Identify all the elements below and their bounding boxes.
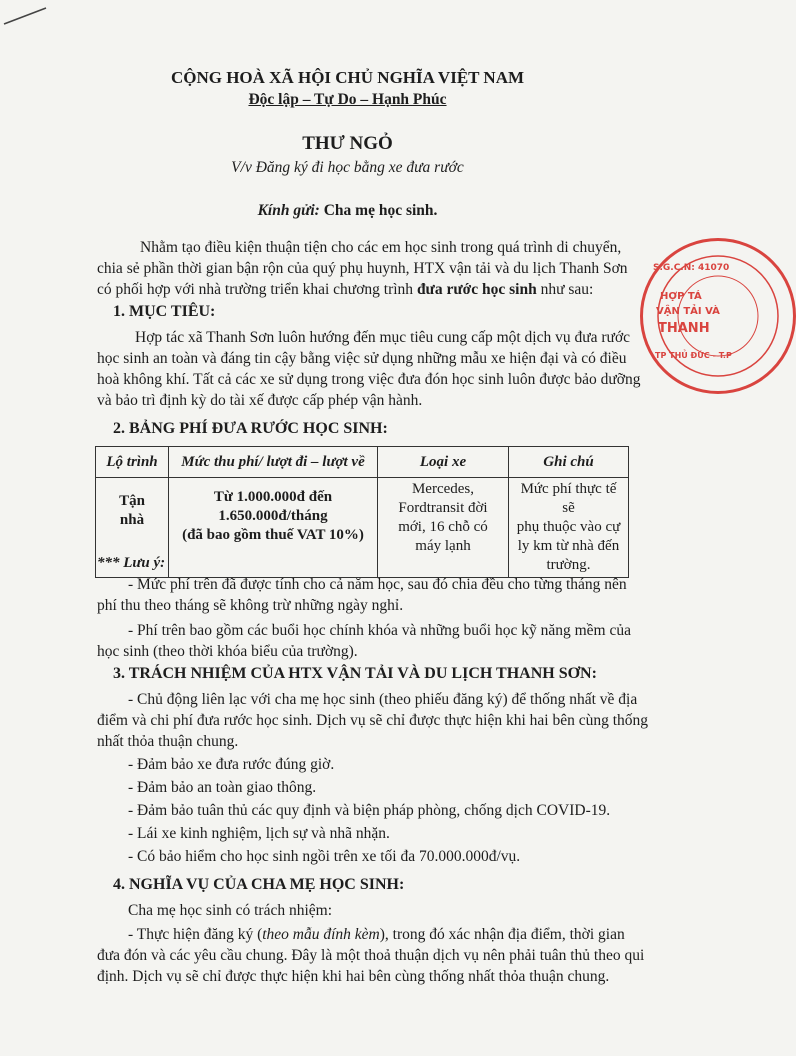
line-1-end: ), trong đó xác nhận địa điểm, thời gian xyxy=(379,926,625,943)
motto-wrap xyxy=(0,91,695,109)
cell-line: mới, 16 chỗ có xyxy=(398,519,488,535)
intro-line-3-end: như sau: xyxy=(536,281,594,298)
intro-line-3-start: có phối hợp với nhà trường triển khai chương trình xyxy=(97,281,417,298)
pen-mark xyxy=(0,0,60,35)
cell-line: nhà xyxy=(119,512,145,528)
stamp-line-3: THANH xyxy=(658,321,710,336)
cell-line: Mức phí thực tế sẽ xyxy=(520,481,617,516)
list-item: - Có bảo hiểm cho học sinh ngồi trên xe tối đa 70.000.000đ/vụ. xyxy=(128,848,521,865)
section-4-heading: 4. NGHĨA VỤ CỦA CHA MẸ HỌC SINH: xyxy=(113,876,405,893)
section-4-line-2: đưa đón và các yêu cầu chung. Đây là một thoả thuận dịch vụ nên phải tuân thủ theo qui xyxy=(97,947,645,964)
section-1-heading: 1. MỤC TIÊU: xyxy=(113,303,216,320)
stamp-ring-top: S.G.C.N: 41070 xyxy=(653,263,730,273)
column-header: Mức thu phí/ lượt đi – lượt về xyxy=(169,447,378,478)
column-header: Lộ trình xyxy=(96,447,169,478)
company-stamp xyxy=(640,238,796,394)
section-4-line-1 xyxy=(128,924,625,945)
table-header-row xyxy=(96,447,629,478)
list-item: - Đảm bảo an toàn giao thông. xyxy=(128,779,317,796)
fee-table xyxy=(95,446,629,578)
cell-line: Fordtransit đời xyxy=(398,500,488,516)
salutation-label: Kính gửi: xyxy=(257,202,320,219)
section-1-line-2: học sinh an toàn và đáng tin cậy bằng việc sử dụng những mẫu xe hiện đại và có điều xyxy=(97,350,627,367)
section-3-line-2: điểm và chi phí đưa rước học sinh. Dịch vụ sẽ chỉ được thực hiện khi hai bên cùng thống xyxy=(97,712,649,729)
stamp-line-2: VẬN TẢI VÀ xyxy=(656,306,720,317)
cell-line: ly km từ nhà đến xyxy=(517,538,620,554)
list-item: - Đảm bảo tuân thủ các quy định và biện pháp phòng, chống dịch COVID-19. xyxy=(128,802,611,819)
line-1-italic: theo mẫu đính kèm xyxy=(262,926,380,943)
cell-fee xyxy=(169,478,378,578)
section-2-heading: 2. BẢNG PHÍ ĐƯA RƯỚC HỌC SINH: xyxy=(113,420,388,437)
cell-note xyxy=(509,478,629,578)
stamp-ring-bottom: TP THỦ ĐỨC - T.P xyxy=(655,351,732,360)
cell-line: (đã bao gồm thuế VAT 10%) xyxy=(182,527,364,543)
stamp-line-1: HỢP TÁ xyxy=(660,291,702,302)
intro-line-3 xyxy=(97,279,593,300)
section-3-heading: 3. TRÁCH NHIỆM CỦA HTX VẬN TẢI VÀ DU LỊCH THANH SƠN: xyxy=(113,665,597,682)
note-line-4: học sinh (theo thời khóa biểu của trường). xyxy=(97,643,358,660)
cell-line: Tận xyxy=(119,493,145,509)
line-1-start: - Thực hiện đăng ký ( xyxy=(128,926,263,943)
salutation-target: Cha mẹ học sinh. xyxy=(323,202,438,219)
column-header: Loại xe xyxy=(378,447,509,478)
section-4-line-3: định. Dịch vụ sẽ chỉ được thực hiện khi hai bên cùng thống nhất thỏa thuận chung. xyxy=(97,968,610,985)
letter-title: THƯ NGỎ xyxy=(302,133,393,154)
column-header: Ghi chú xyxy=(509,447,629,478)
section-1-line-4: và bảo trì định kỳ do tài xế được cấp phép vận hành. xyxy=(97,392,423,409)
salutation xyxy=(0,202,695,220)
intro-line-2: chia sẻ phần thời gian bận rộn của quý phụ huynh, HTX vận tải và du lịch Thanh Sơn xyxy=(97,260,628,277)
cell-line: Mercedes, xyxy=(411,481,475,497)
section-3-line-1: - Chủ động liên lạc với cha mẹ học sinh (theo phiếu đăng ký) để thống nhất về địa xyxy=(128,691,638,708)
list-item: - Lái xe kinh nghiệm, lịch sự và nhã nhặn. xyxy=(128,825,390,842)
list-item: - Đảm bảo xe đưa rước đúng giờ. xyxy=(128,756,335,773)
cell-line: Từ 1.000.000đ đến xyxy=(213,489,333,505)
section-1-line-1: Hợp tác xã Thanh Sơn luôn hướng đến mục tiêu cung cấp một dịch vụ đưa rước xyxy=(135,329,631,346)
note-line-2: phí thu theo tháng sẽ không trừ những ngày nghỉ. xyxy=(97,597,404,614)
cell-line: máy lạnh xyxy=(415,538,471,554)
note-line-1: - Mức phí trên đã được tính cho cả năm học, sau đó chia đều cho từng tháng nên xyxy=(128,576,627,593)
letter-subject: V/v Đăng ký đi học bằng xe đưa rước xyxy=(231,159,464,176)
country-name: CỘNG HOÀ XÃ HỘI CHỦ NGHĨA VIỆT NAM xyxy=(170,68,525,87)
table-row xyxy=(96,478,629,578)
notes-label-text: *** Lưu ý: xyxy=(97,555,166,571)
cell-line: phụ thuộc vào cự xyxy=(516,519,621,535)
section-1-line-3: hoà không khí. Tất cả các xe sử dụng trong việc đưa đón học sinh luôn được bảo dưỡng xyxy=(97,371,641,388)
motto: Độc lập – Tự Do – Hạnh Phúc xyxy=(248,91,447,108)
section-3-line-3: nhất thỏa thuận chung. xyxy=(97,733,239,750)
section-4-intro: Cha mẹ học sinh có trách nhiệm: xyxy=(128,902,333,919)
cell-line: trường. xyxy=(546,557,591,573)
notes-label xyxy=(97,553,165,574)
cell-vehicle xyxy=(378,478,509,578)
note-line-3: - Phí trên bao gồm các buổi học chính khóa và những buổi học kỹ năng mềm của xyxy=(128,622,631,639)
cell-line: 1.650.000đ/tháng xyxy=(218,508,328,524)
intro-line-3-bold: đưa rước học sinh xyxy=(416,281,537,298)
intro-line-1: Nhằm tạo điều kiện thuận tiện cho các em học sinh trong quá trình di chuyển, xyxy=(140,239,622,256)
